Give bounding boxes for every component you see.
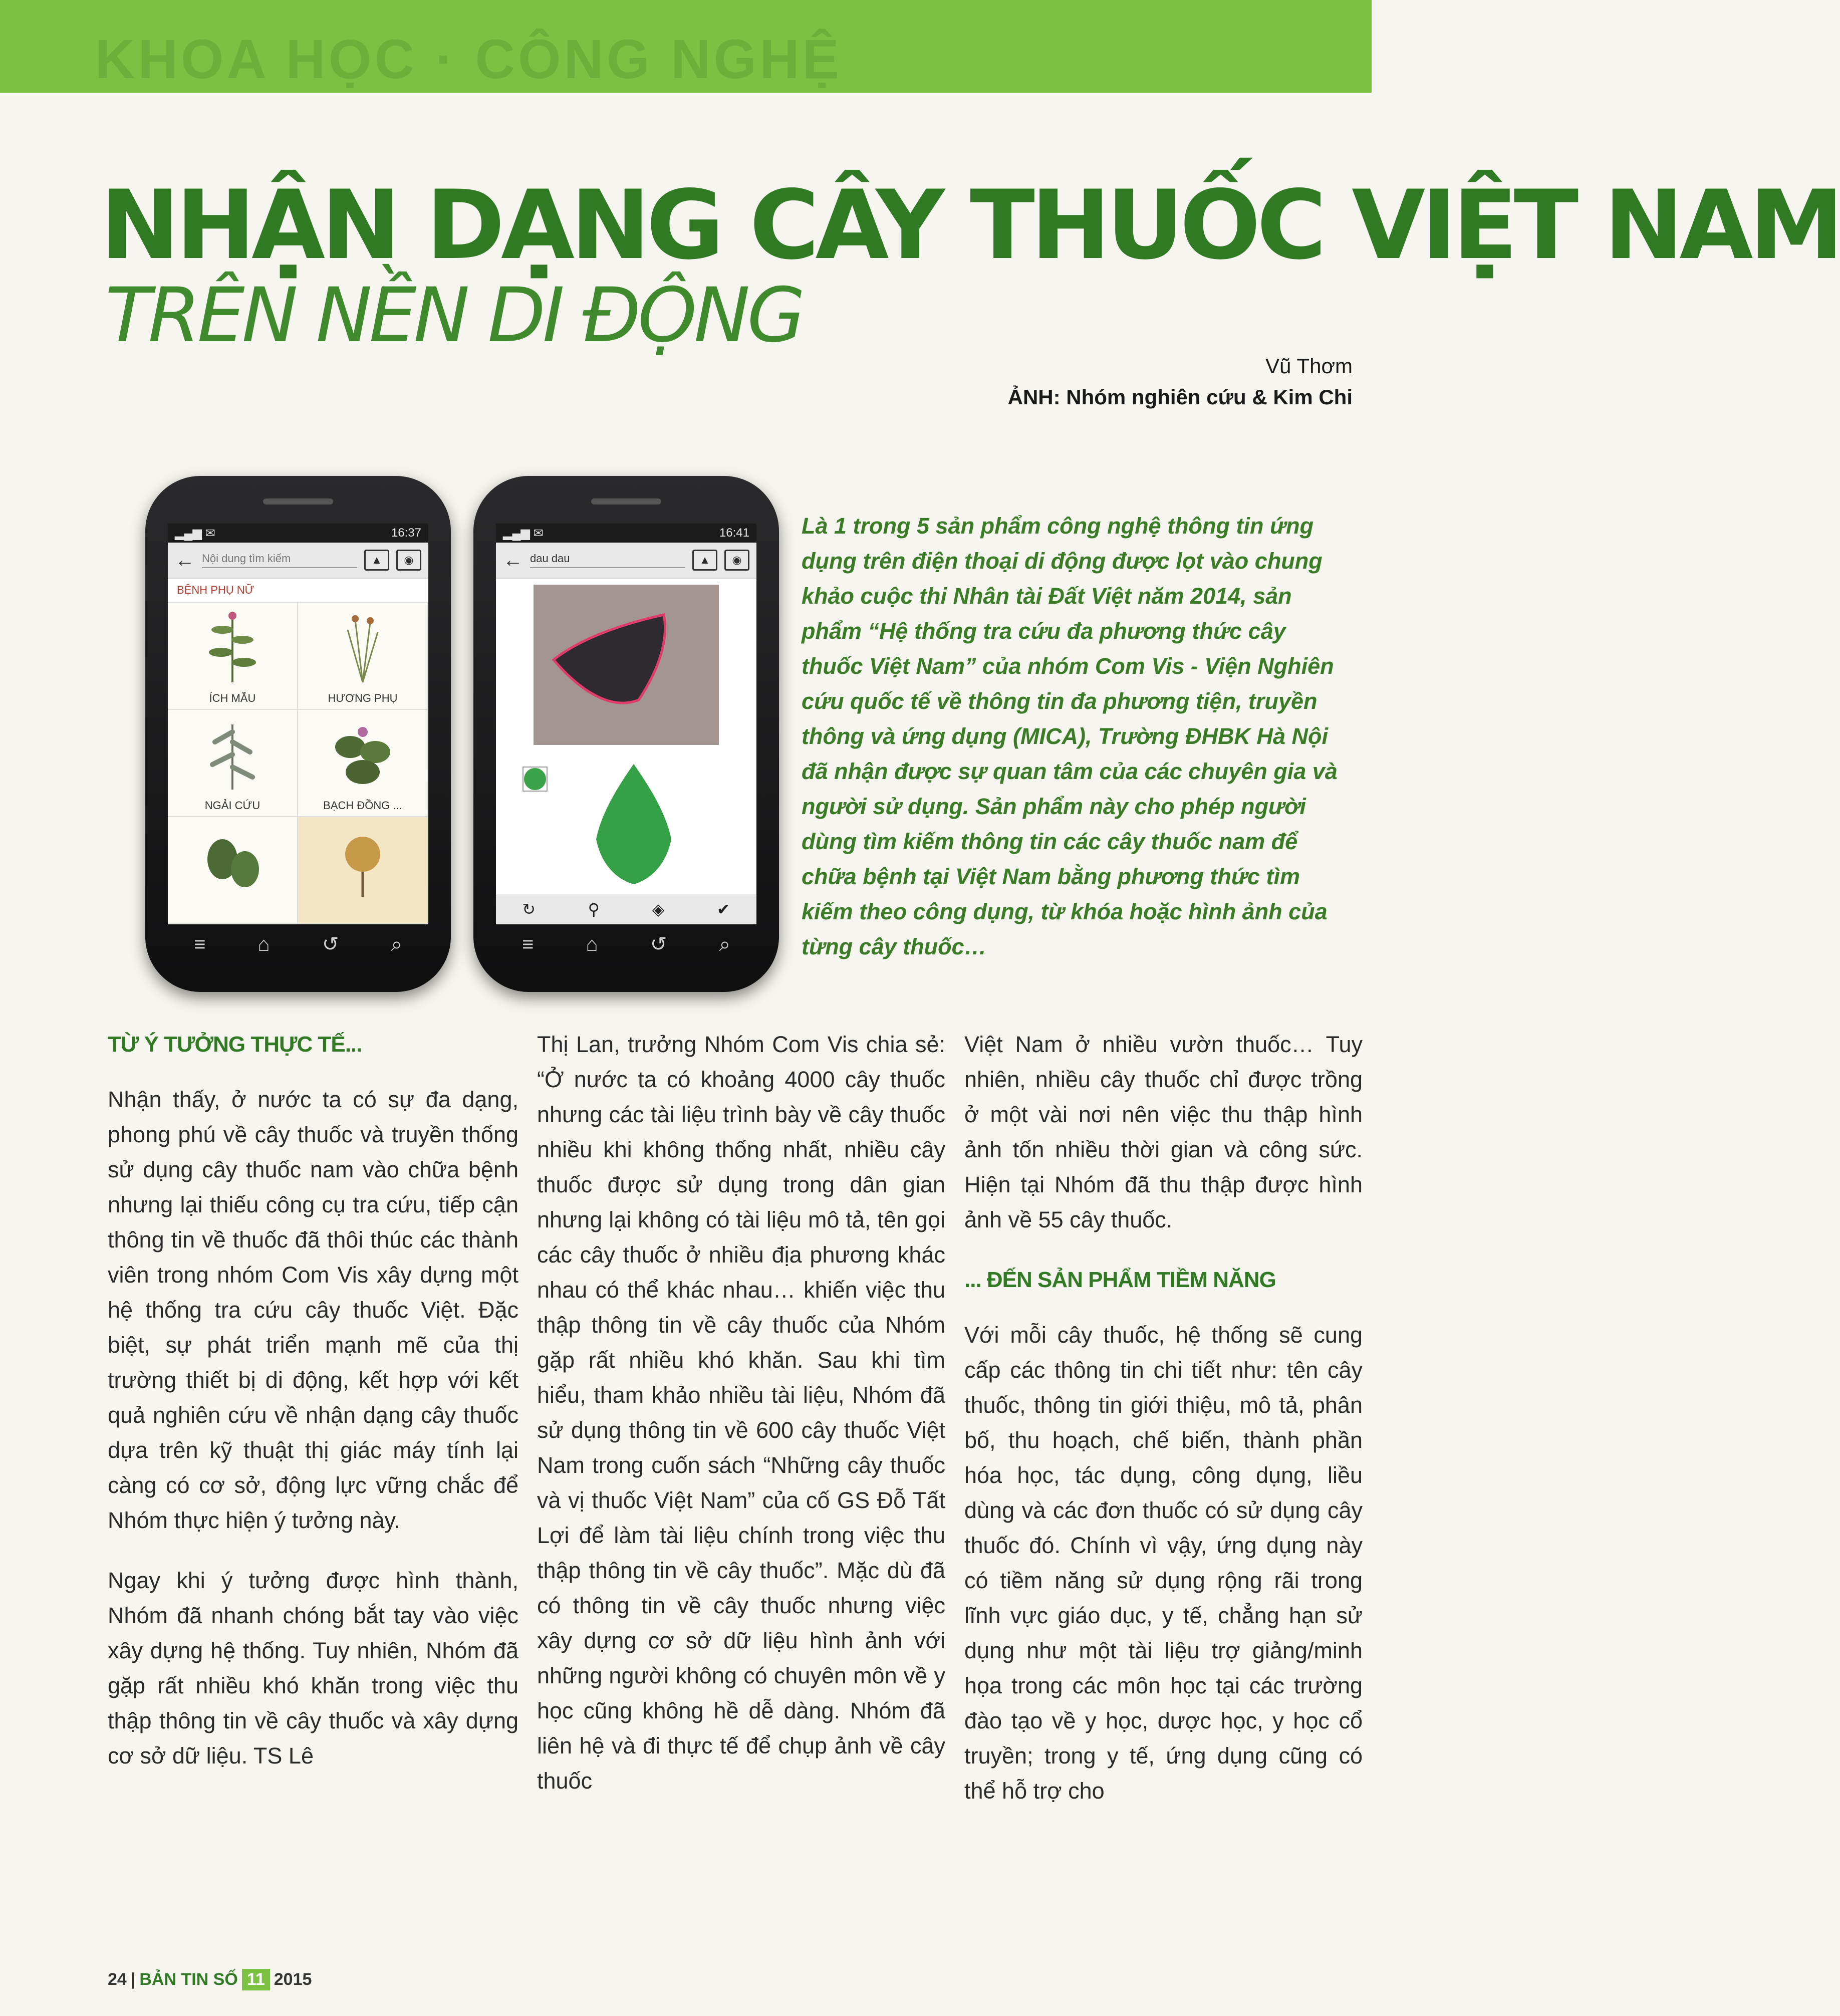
paragraph: Ngay khi ý tưởng được hình thành, Nhóm đã nhanh chóng bắt tay vào việc xây dựng hệ thống. Tuy nhiên, Nhóm đã gặp rất nhiều khó khăn trong việc thu thập thông tin về cây thuốc và xây dựng cơ sở dữ liệu. TS Lê (108, 1568, 518, 1769)
app-bar (496, 543, 756, 579)
camera-icon[interactable]: ◉ (396, 550, 421, 571)
phone-leaf-recognition (473, 476, 779, 992)
section-watermark: KHOA HỌC · CÔNG NGHỆ (95, 29, 842, 90)
signal-icon: ▂▄▆ ✉ (175, 526, 215, 540)
plant-illustration-icon (195, 824, 270, 899)
phone-search-results (145, 476, 451, 992)
category-label: BỆNH PHỤ NỮ (168, 579, 428, 603)
column-2 (537, 1027, 945, 1824)
plant-illustration-icon (195, 717, 270, 792)
issue-year: 2015 (274, 1970, 312, 1989)
magazine-name: BẢN TIN SỐ (139, 1970, 238, 1989)
section-heading: ... ĐẾN SẢN PHẨM TIỀM NĂNG (964, 1268, 1276, 1292)
plant-name: ÍCH MẪU (209, 692, 256, 704)
photo-credit: ẢNH: Nhóm nghiên cứu & Kim Chi (1007, 385, 1353, 409)
plant-name: BẠCH ĐỒNG ... (323, 799, 402, 812)
plant-name: NGẢI CỨU (204, 799, 260, 812)
auto-icon[interactable]: ⚲ (588, 900, 600, 918)
plant-card[interactable] (168, 817, 298, 924)
leaf-photo-icon (534, 585, 719, 745)
byline (1008, 351, 1353, 413)
article-subtitle: TRÊN NỀN DI ĐỘNG (105, 272, 803, 359)
search-icon[interactable]: ⌕ (391, 933, 402, 955)
plant-illustration-icon (325, 610, 400, 685)
phone-nav-keys (168, 929, 428, 959)
status-bar (168, 524, 428, 543)
phone-screen (496, 524, 756, 924)
plant-card[interactable] (298, 603, 428, 710)
rotate-icon[interactable]: ↻ (522, 900, 536, 918)
app-bar (168, 543, 428, 579)
home-icon[interactable]: ⌂ (257, 933, 270, 955)
plant-illustration-icon (325, 717, 400, 792)
author: Vũ Thơm (1265, 354, 1353, 378)
paragraph: Với mỗi cây thuốc, hệ thống sẽ cung cấp các thông tin chi tiết như: tên cây thuốc, thông tin giới thiệu, mô tả, phân bố, thu hoạch, chế biến, thành phần hóa học, tác dụng, công dụng, liều dùng và các đơn thuốc có sử dụng cây thuốc đó. Chính vì vậy, ứng dụng này có tiềm năng sử dụng rộng rãi trong lĩnh vực giáo dục, y tế, chẳng hạn sử dụng như một tài liệu trợ giảng/minh họa trong các môn học tại các trường đào tạo về y học, dược học, y học cổ truyền; trong y tế, ứng dụng cũng có thể hỗ trợ cho (964, 1322, 1363, 1804)
plant-card[interactable] (298, 817, 428, 924)
header-band (0, 0, 1372, 93)
gallery-icon[interactable]: ▲ (364, 550, 389, 571)
back-arrow-icon[interactable]: ← (503, 549, 523, 571)
search-input[interactable]: Nội dung tìm kiếm (202, 552, 357, 568)
phone-nav-keys (496, 929, 756, 959)
clock: 16:37 (391, 526, 421, 540)
camera-preview (534, 585, 719, 745)
plant-grid (168, 603, 428, 924)
plant-name: HƯƠNG PHỤ (328, 692, 398, 704)
plant-card[interactable] (168, 603, 298, 710)
phone-speaker (591, 498, 661, 505)
menu-icon[interactable]: ≡ (194, 933, 206, 955)
edit-toolbar (496, 894, 756, 924)
mask-icon[interactable]: ◈ (652, 900, 665, 918)
article-title: NHẬN DẠNG CÂY THUỐC VIỆT NAM (100, 170, 1840, 281)
paragraph: Việt Nam ở nhiều vườn thuốc… Tuy nhiên, nhiều cây thuốc chỉ được trồng ở một vài nơi nên việc thu thập hình ảnh tốn nhiều thời gian và công sức. Hiện tại Nhóm đã thu thập được hình ảnh về 55 cây thuốc. (964, 1032, 1363, 1232)
column-1 (108, 1027, 518, 1799)
status-bar (496, 524, 756, 543)
confirm-icon[interactable]: ✔ (716, 900, 730, 918)
section-heading: TỪ Ý TƯỞNG THỰC TẾ... (108, 1032, 362, 1057)
camera-icon[interactable]: ◉ (724, 550, 749, 571)
page-number: 24 (108, 1970, 127, 1989)
return-icon[interactable]: ↺ (322, 933, 339, 955)
issue-number: 11 (242, 1969, 270, 1990)
signal-icon: ▂▄▆ ✉ (503, 526, 544, 540)
plant-illustration-icon (195, 610, 270, 685)
return-icon[interactable]: ↺ (650, 933, 667, 955)
home-icon[interactable]: ⌂ (586, 933, 598, 955)
page-footer: 24 | BẢN TIN SỐ 11 2015 (108, 1969, 312, 1990)
leaf-segmentation-icon (516, 759, 736, 889)
plant-card[interactable] (168, 710, 298, 817)
paragraph: Nhận thấy, ở nước ta có sự đa dạng, phong phú về cây thuốc và truyền thống sử dụng cây thuốc nam vào chữa bệnh nhưng lại thiếu công cụ tra cứu, tiếp cận thông tin về thuốc đã thôi thúc các thành viên trong nhóm Com Vis xây dựng một hệ thống tra cứu cây thuốc Việt. Đặc biệt, sự phát triển mạnh mẽ của thị trường thiết bị di động, kết hợp với kết quả nghiên cứu về nhận dạng cây thuốc dựa trên kỹ thuật thị giác máy tính lại càng có cơ sở, động lực vững chắc để Nhóm thực hiện ý tưởng này. (108, 1087, 518, 1533)
paragraph: Thị Lan, trưởng Nhóm Com Vis chia sẻ: “Ở nước ta có khoảng 4000 cây thuốc nhưng các tài liệu trình bày về cây thuốc nhiều khi không thống nhất, nhiều cây thuốc được sử dụng trong dân gian nhưng lại không có tài liệu mô tả, tên gọi các cây thuốc ở nhiều địa phương khác nhau có thể khác nhau… khiến việc thu thập thông tin về cây thuốc của Nhóm gặp rất nhiều khó khăn. Sau khi tìm hiểu, tham khảo nhiều tài liệu, Nhóm đã sử dụng thông tin về 600 cây thuốc Việt Nam trong cuốn sách “Những cây thuốc và vị thuốc Việt Nam” của cố GS Đỗ Tất Lợi để làm tài liệu chính trong việc thu thập thông tin về cây thuốc”. Mặc dù đã có thông tin về cây thuốc nhưng việc xây dựng cơ sở dữ liệu hình ảnh với những người không có chuyên môn về y học cũng không hề dễ dàng. Nhóm đã liên hệ và đi thực tế để chụp ảnh về cây thuốc (537, 1032, 945, 1794)
column-3 (964, 1027, 1363, 1834)
back-arrow-icon[interactable]: ← (175, 549, 195, 571)
query-input[interactable]: dau dau (530, 552, 685, 568)
phone-screen (168, 524, 428, 924)
menu-icon[interactable]: ≡ (522, 933, 534, 955)
search-icon[interactable]: ⌕ (719, 933, 730, 955)
intro-lead: Là 1 trong 5 sản phẩm công nghệ thông tin ứng dụng trên điện thoại di động được lọt vào chung khảo cuộc thi Nhân tài Đất Việt năm 2014, sản phẩm “Hệ thống tra cứu đa phương thức cây thuốc Việt Nam” của nhóm Com Vis - Viện Nghiên cứu quốc tế về thông tin đa phương tiện, truyền thông và ứng dụng (MICA), Trường ĐHBK Hà Nội đã nhận được sự quan tâm của các chuyên gia và người sử dụng. Sản phẩm này cho phép người dùng tìm kiếm thông tin các cây thuốc nam để chữa bệnh tại Việt Nam bằng phương thức tìm kiếm theo công dụng, từ khóa hoặc hình ảnh của từng cây thuốc… (802, 513, 1338, 959)
plant-card[interactable] (298, 710, 428, 817)
gallery-icon[interactable]: ▲ (692, 550, 717, 571)
plant-illustration-icon (325, 824, 400, 899)
phone-speaker (263, 498, 333, 505)
clock: 16:41 (719, 526, 749, 540)
